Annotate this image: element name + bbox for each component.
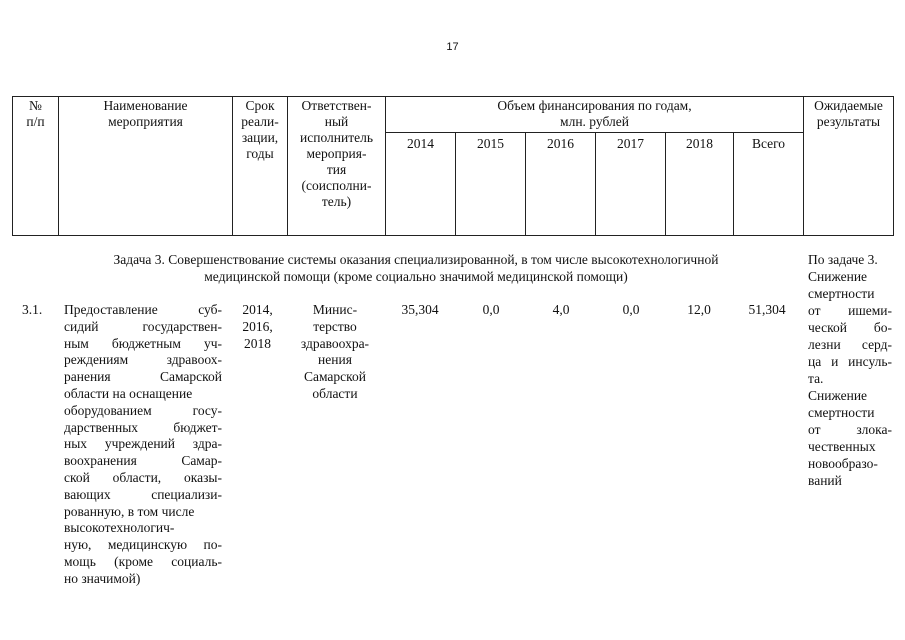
- row-number: 3.1.: [22, 302, 43, 317]
- page-number: 17: [446, 41, 459, 53]
- header-col-executor: Ответствен- ный исполнитель мероприя- тия (соисполни- тель): [288, 97, 386, 236]
- header-year-2016: 2016: [526, 133, 596, 236]
- task-title: Задача 3. Совершенствование системы оказания специализированной, в том числе высокотехнологичной медицинской помощи (кроме социально значимой медицинской помощи): [113, 252, 719, 284]
- row-activity-name: Предоставление суб- сидий государствен- ным бюджетным уч- реждениям здравоох- ранения Самарской области на оснащение оборудованием госу- дарственных бюджет- ных учреждений здра- воохранения Самар- ской области, оказы- вающих специализи- рованную, в том числе высокотехнологич- ную, медицинскую по- мощь (кроме социаль- но значимой): [64, 302, 222, 586]
- value-2017: 0,0: [622, 302, 640, 317]
- header-year-2014: 2014: [386, 133, 456, 236]
- header-col-num: № п/п: [13, 97, 59, 236]
- value-total: 51,304: [748, 302, 786, 317]
- header-year-2015: 2015: [456, 133, 526, 236]
- row-executor: Минис- терство здравоохра- нения Самарской области: [300, 302, 370, 401]
- header-table: [12, 96, 894, 236]
- row-term: 2014, 2016, 2018: [242, 302, 273, 351]
- header-col-name: Наименование мероприятия: [59, 97, 233, 236]
- header-col-finance: Объем финансирования по годам, млн. рублей: [386, 97, 804, 133]
- header-col-results: Ожидаемые результаты: [804, 97, 894, 236]
- value-2015: 0,0: [482, 302, 500, 317]
- expected-results: По задаче 3. Снижение смертности от ишеми- ческой бо- лезни серд- ца и инсуль- та. Снижение смертности от злока- чественных новообразо- ваний: [808, 252, 892, 488]
- header-total: Всего: [734, 133, 804, 236]
- value-2014: 35,304: [401, 302, 439, 317]
- value-2016: 4,0: [552, 302, 570, 317]
- header-year-2018: 2018: [666, 133, 734, 236]
- header-col-term: Срок реали- зации, годы: [233, 97, 288, 236]
- header-year-2017: 2017: [596, 133, 666, 236]
- value-2018: 12,0: [687, 302, 711, 317]
